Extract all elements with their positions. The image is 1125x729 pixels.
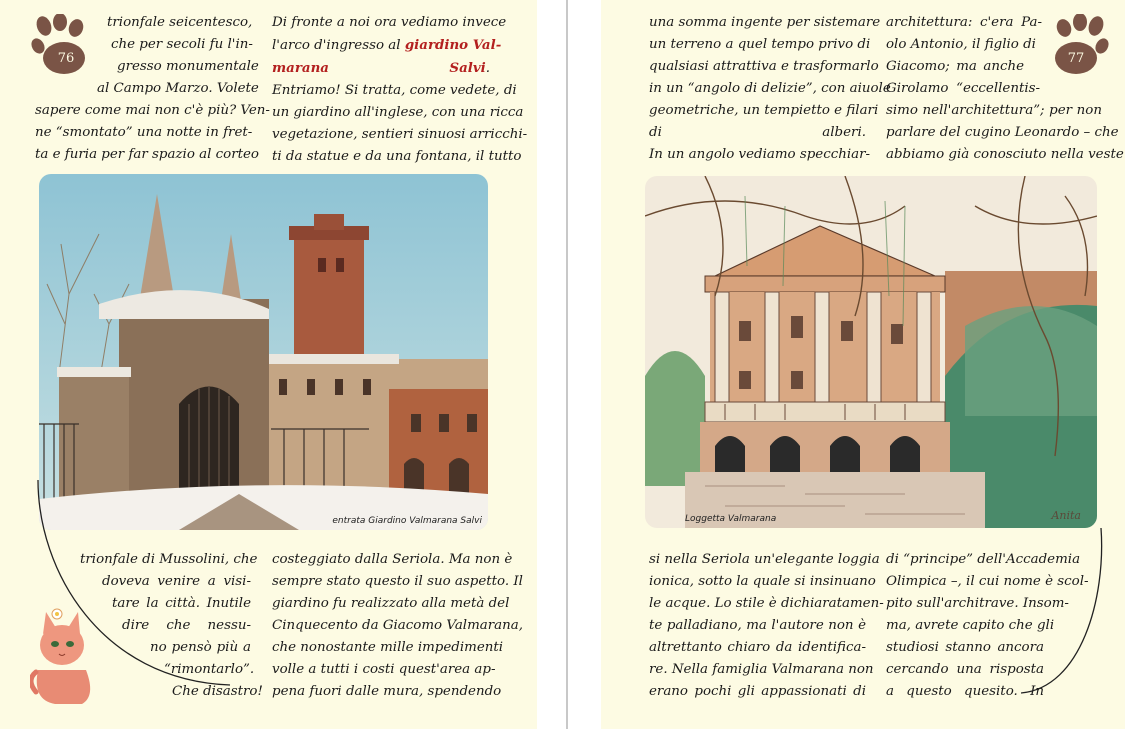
painting-caption: Loggetta Valmarana [685, 514, 777, 524]
left-col2-top [272, 12, 528, 168]
text-segment: . [485, 61, 490, 76]
text-line: erano pochi gli appassionati di [649, 684, 866, 699]
left-col2-bottom [272, 549, 524, 703]
text-line: Che disastro! [172, 684, 263, 699]
text-line: olo Antonio, il figlio di [886, 37, 1036, 52]
text-line [272, 57, 490, 80]
right-col1-top [649, 12, 891, 166]
text-line: sempre stato questo il suo aspetto. Il [272, 574, 523, 589]
text-line: sapere come mai non c'è più? Ven- [35, 103, 270, 118]
text-line: ta e furia per far spazio al corteo [35, 147, 259, 162]
text-line: in un “angolo di delizie”, con aiuole [649, 81, 891, 96]
text-line: pito sull'architrave. Insom- [886, 596, 1069, 611]
text-line: te palladiano, ma l'autore non è [649, 618, 866, 633]
text-line: abbiamo già conosciuto nella veste [886, 147, 1124, 162]
text-line: ne “smontato” una notte in fret- [35, 125, 253, 140]
text-line: parlare del cugino Leonardo – che [886, 125, 1119, 140]
text-line: una somma ingente per sistemare [649, 15, 881, 30]
artist-signature: Anita [1051, 509, 1081, 522]
text-line: al Campo Marzo. Volete [97, 81, 259, 96]
text-line: cercando una risposta [886, 662, 1044, 677]
text-line: studiosi stanno ancora [886, 640, 1044, 655]
text-line: doveva venire a visi- [102, 574, 251, 589]
text-line: no pensò più a [150, 640, 251, 655]
text-line: “rimontarlo”. [164, 662, 255, 677]
text-line: ionica, sotto la quale si insinuano [649, 574, 876, 589]
left-col1-bottom [80, 549, 263, 703]
text-line: altrettanto chiaro da identifica- [649, 640, 866, 655]
paw-print-icon [1050, 14, 1110, 76]
painting-loggetta [645, 176, 1097, 528]
text-line: Olimpica –, il cui nome è scol- [886, 574, 1089, 589]
text-line: a questo quesito. In [886, 684, 1044, 699]
text-line: giardino fu realizzato alla metà del [272, 596, 510, 611]
text-line: Girolamo “eccellentis- [886, 81, 1040, 96]
garden-link-text: giardino Val- [404, 37, 502, 53]
text-line: trionfale di Mussolini, che [80, 552, 258, 567]
painting-garden-entrance [39, 174, 488, 530]
text-line: gresso monumentale [117, 59, 259, 74]
text-line: Cinquecento da Giacomo Valmarana, [272, 618, 524, 633]
text-line: geometriche, un tempietto e filari [649, 103, 879, 118]
right-col1-bottom [649, 549, 884, 703]
text-line: costeggiato dalla Seriola. Ma non è [272, 552, 513, 567]
text-line: vegetazione, sentieri sinuosi arricchi- [272, 127, 528, 142]
text-line: In un angolo vediamo specchiar- [649, 147, 871, 162]
text-line: un giardino all'inglese, con una ricca [272, 105, 524, 120]
text-line: volle a tutti i costi quest'area ap- [272, 662, 496, 677]
book-gutter [566, 0, 568, 729]
text-line: Entriamo! Si tratta, come vedete, di [272, 83, 517, 98]
speech-curve [1021, 528, 1111, 698]
text-line: tare la città. Inutile [112, 596, 251, 611]
text-line: che per secoli fu l'in- [111, 37, 253, 52]
text-line: di “principe” dell'Accademia [886, 552, 1081, 567]
left-col1-top [35, 12, 270, 166]
text-line: le acque. Lo stile è dichiaratamen- [649, 596, 884, 611]
text-line: simo nell'architettura”; per non [886, 103, 1102, 118]
text-line: qualsiasi attrattiva e trasformarlo [649, 59, 879, 74]
text-line: di alberi. [649, 125, 866, 140]
text-segment: l'arco d'ingresso al [272, 38, 405, 53]
text-line: dire che nessu- [122, 618, 251, 633]
page-number: 76 [57, 51, 75, 66]
text-line: ti da statue e da una fontana, il tutto [272, 149, 522, 164]
page-number: 77 [1067, 51, 1085, 66]
text-line: Di fronte a noi ora vediamo invece [272, 15, 507, 30]
text-line: si nella Seriola un'elegante loggia [649, 552, 880, 567]
text-line [272, 34, 502, 57]
left-page [0, 0, 537, 729]
painting-caption: entrata Giardino Valmarana Salvi [332, 516, 482, 526]
text-line: pena fuori dalle mura, spendendo [272, 684, 502, 699]
text-line: trionfale seicentesco, [107, 15, 253, 30]
text-line: ma, avrete capito che gli [886, 618, 1055, 633]
text-line: un terreno a quel tempo privo di [649, 37, 871, 52]
text-line: Giacomo; ma anche [886, 59, 1024, 74]
right-page [601, 0, 1125, 729]
text-line: re. Nella famiglia Valmarana non [649, 662, 874, 677]
text-line: architettura: c'era Pa- [886, 15, 1042, 30]
garden-link-text: marana Salvi [272, 60, 486, 76]
text-line: che nonostante mille impedimenti [272, 640, 504, 655]
